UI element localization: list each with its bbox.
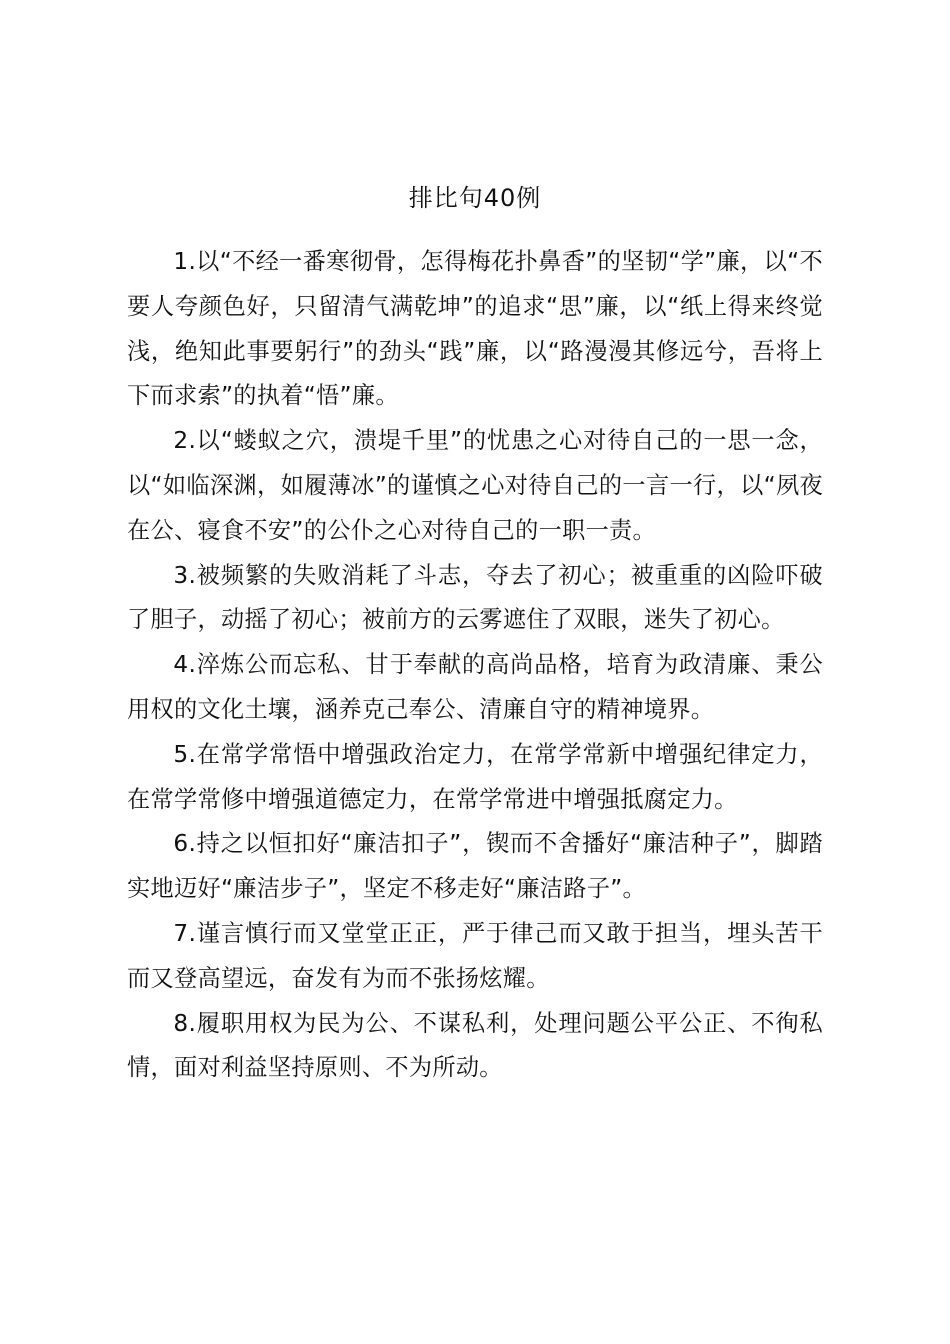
document-body bbox=[127, 240, 823, 1091]
paragraph-4: 4.淬炼公而忘私、甘于奉献的高尚品格，培育为政清廉、秉公用权的文化土壤，涵养克己奉公、清廉自守的精神境界。 bbox=[127, 651, 823, 723]
page-title: 排比句40例 bbox=[408, 184, 542, 212]
paragraph-5: 5.在常学常悟中增强政治定力，在常学常新中增强纪律定力，在常学常修中增强道德定力，在常学常进中增强抵腐定力。 bbox=[127, 740, 823, 813]
paragraph-3: 3.被频繁的失败消耗了斗志，夺去了初心；被重重的凶险吓破了胆子，动摇了初心；被前方的云雾遮住了双眼，迷失了初心。 bbox=[127, 561, 823, 634]
paragraph-2: 2.以“蝼蚁之穴，溃堤千里”的忧患之心对待自己的一思一念，以“如临深渊，如履薄冰”的谨慎之心对待自己的一言一行，以“夙夜在公、寝食不安”的公仆之心对待自己的一职一责。 bbox=[127, 427, 823, 544]
paragraph-7: 7.谨言慎行而又堂堂正正，严于律己而又敢于担当，埋头苦干而又登高望远，奋发有为而不张扬炫耀。 bbox=[127, 919, 823, 992]
paragraph-1: 1.以“不经一番寒彻骨，怎得梅花扑鼻香”的坚韧“学”廉，以“不要人夸颜色好，只留清气满乾坤”的追求“思”廉，以“纸上得来终觉浅，绝知此事要躬行”的劲头“践”廉，以“路漫漫其修远兮，吾将上下而求索”的执着“悟”廉。 bbox=[127, 248, 823, 410]
paragraph-8: 8.履职用权为民为公、不谋私利，处理问题公平公正、不徇私情，面对利益坚持原则、不为所动。 bbox=[127, 1009, 823, 1082]
paragraph-6: 6.持之以恒扣好“廉洁扣子”，锲而不舍播好“廉洁种子”，脚踏实地迈好“廉洁步子”，坚定不移走好“廉洁路子”。 bbox=[127, 830, 823, 903]
